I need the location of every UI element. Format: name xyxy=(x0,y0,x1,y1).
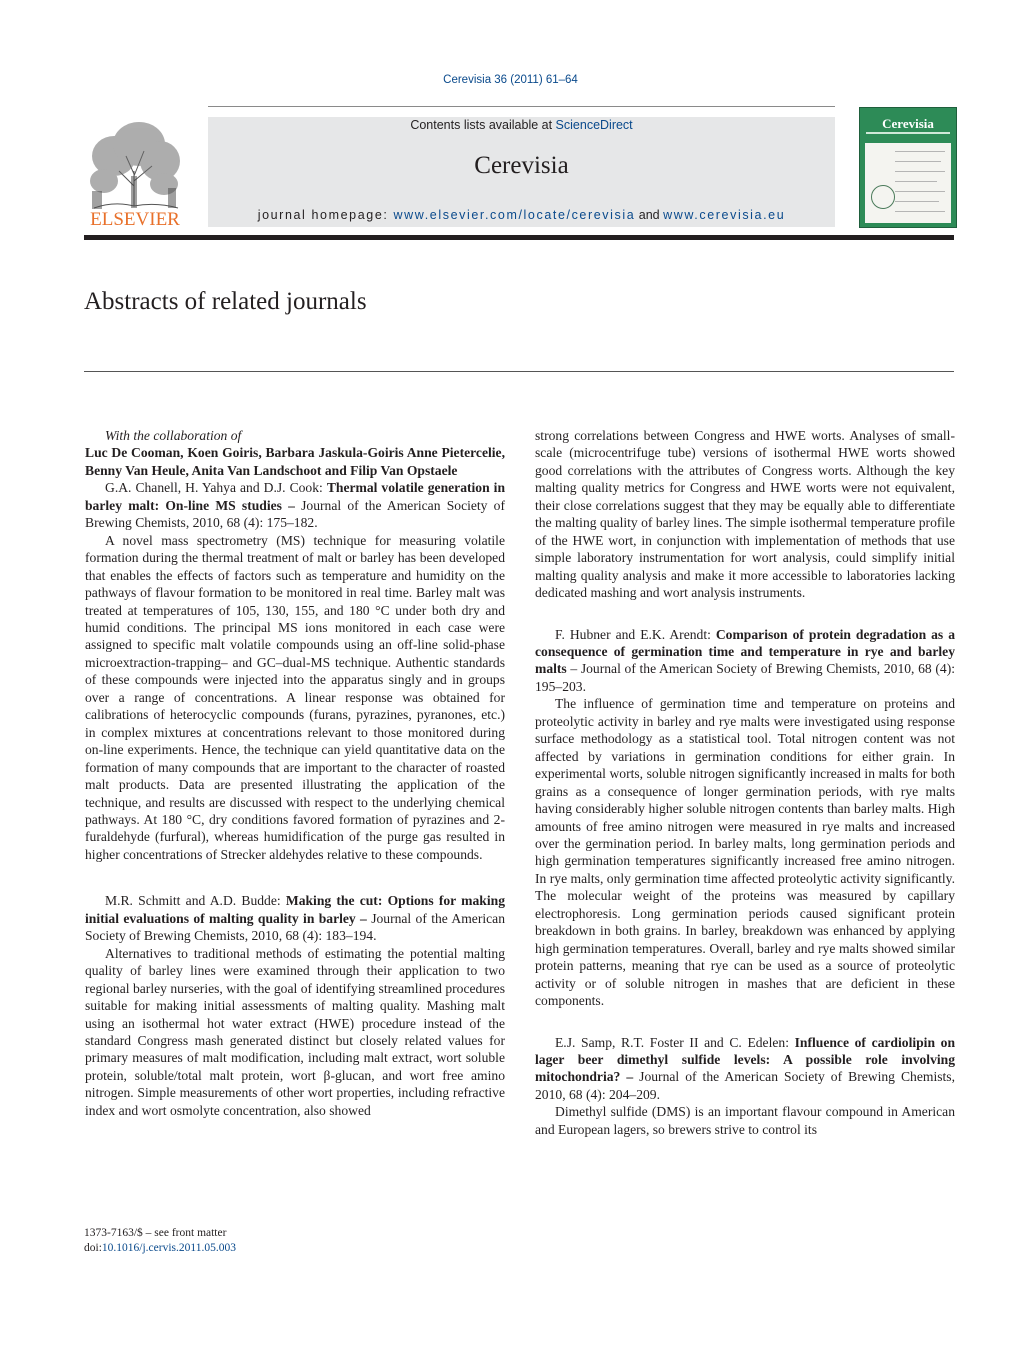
abstract-4-source: Journal of the American Society of Brewing Chemists, 2010, 68 (4): 204–209. xyxy=(535,1069,955,1102)
abstract-1-authors: G.A. Chanell, H. Yahya and D.J. Cook: xyxy=(105,480,327,496)
abstract-2-title: Making the cut: Options for making initial evaluations of malting quality in barley – xyxy=(85,893,505,926)
abstract-2-text: Alternatives to traditional methods of estimating the potential malting quality of barley lines were examined through their application to two regional barley nurseries, with the goal of identifying streamlined procedures suitable for making initial assessments of malting quality. Mashing malt using an isothermal hot water extract (HWE) procedure instead of the standard Congress mash generated distinct but closely related values for primary measures of malt modification, including malt extract, wort soluble protein, soluble/total malt protein, wort β-glucan, and wort free amino nitrogen. Simple measurements of other wort properties, including refractive index and wort osmolyte concentration, also showed xyxy=(85,945,505,1118)
cover-text-line xyxy=(895,171,945,172)
right-column xyxy=(535,427,955,1138)
section-rule xyxy=(84,371,954,372)
collab-authors: Luc De Cooman, Koen Goiris, Barbara Jaskula-Goiris Anne Pietercelie, Benny Van Heule, Anita Van Landschoot and Filip Van Opstaele xyxy=(85,445,505,478)
doi-link[interactable]: 10.1016/j.cervis.2011.05.003 xyxy=(101,1242,236,1254)
abstract-3-text: The influence of germination time and temperature on proteins and proteolytic activity in barley and rye malts were investigated using response surface methodology as a statistical tool. Total nitrogen content was not affected by variations in germination conditions for either grain. In experimental worts, soluble nitrogen significantly increased in malts for both grains as a consequence of longer germination periods, with rye malts having considerably higher soluble nitrogen contents than barley malts. High amounts of free amino nitrogen were measured in rye malts and increased over the germination period. In barley malts, long germination periods and high germination temperatures significantly increased free amino nitrogen. In rye malts, only germination time affected proteolytic activity significantly. The molecular weight of the proteins was measured by capillary electrophoresis. Long germination periods caused significant protein breakdown in both grains. In barley, breakdown was enhanced by applying high germination temperatures. Overall, barley and rye malts showed similar protein patterns, meaning that rye can be used as a source of proteolytic activity or of soluble nitrogen in mashes that are deficient in these components. xyxy=(535,696,955,1009)
cover-title: Cerevisia xyxy=(882,116,934,131)
cover-text-line xyxy=(895,191,945,192)
journal-cover[interactable] xyxy=(859,107,957,228)
abstract-4-citation xyxy=(535,1034,955,1104)
abstract-3-authors: F. Hubner and E.K. Arendt: xyxy=(555,626,716,642)
abstract-4-title: Influence of cardiolipin on lager beer dimethyl sulfide levels: A possible role involving mitochondria? – xyxy=(535,1034,956,1085)
abstract-4-text: Dimethyl sulfide (DMS) is an important flavour compound in American and European lagers, so brewers strive to control its xyxy=(535,1104,955,1137)
cover-text-line xyxy=(895,201,939,202)
abstract-2-citation xyxy=(85,892,505,944)
elsevier-logo xyxy=(84,116,186,228)
abstract-1-title: Thermal volatile generation in barley malt: On-line MS studies – xyxy=(85,480,506,513)
footer xyxy=(84,1226,236,1256)
journal-name: Cerevisia xyxy=(474,152,569,179)
abstract-3-source: – Journal of the American Society of Brewing Chemists, 2010, 68 (4): 195–203. xyxy=(535,661,955,694)
section-title: Abstracts of related journals xyxy=(84,288,367,315)
doi-line xyxy=(84,1241,236,1256)
homepage-link-cerevisia[interactable]: www.cerevisia.eu xyxy=(663,208,786,222)
abstract-1-source: Journal of the American Society of Brewing Chemists, 2010, 68 (4): 175–182. xyxy=(85,497,505,531)
abstract-2-text-continued: strong correlations between Congress and HWE worts. Analyses of small-scale (microcentrifuge tube) versions of isothermal HWE worts showed good correlations with the attributes of Congress worts. Although the key malting quality metrics for Congress and HWE worts were not equivalent, their close correlations suggest that they may be equally able to differentiate the malting quality of barley lines. The simple isothermal temperature profile of the HWE wort, in conjunction with implementation of methods that use simple laboratory instrumentation for wort analysis, could simplify initial malting quality analysis and make it more accessible to laboratories lacking dedicated mashing and wort analysis instruments. xyxy=(535,428,955,601)
homepage-line xyxy=(208,208,835,222)
elsevier-tree-icon xyxy=(84,116,186,228)
cover-panel xyxy=(865,143,951,223)
abstract-3-citation xyxy=(535,626,955,696)
cover-text-line xyxy=(895,181,937,182)
header-top-rule xyxy=(208,106,835,107)
abstract-3-title: Comparison of protein degradation as a consequence of germination time and temperature in rye and barley malts xyxy=(535,626,955,677)
collab-intro: With the collaboration of xyxy=(105,428,242,443)
abstract-2-source: Journal of the American Society of Brewing Chemists, 2010, 68 (4): 183–194. xyxy=(85,910,505,944)
cover-emblem-icon xyxy=(871,185,895,209)
homepage-and: and xyxy=(635,208,664,222)
homepage-link-elsevier[interactable]: www.elsevier.com/locate/cerevisia xyxy=(393,208,636,222)
doi-prefix: doi: xyxy=(84,1242,102,1254)
cover-text-line xyxy=(895,161,941,162)
publisher-wordmark: ELSEVIER xyxy=(90,209,180,228)
contents-prefix: Contents lists available at xyxy=(410,118,556,132)
citation-line xyxy=(0,74,1021,86)
cover-text-line xyxy=(895,151,945,152)
cover-subtitle-bar xyxy=(866,132,950,134)
header-bottom-rule xyxy=(84,235,954,240)
left-column xyxy=(85,427,505,1119)
citation-link[interactable]: Cerevisia 36 (2011) 61–64 xyxy=(443,74,578,86)
homepage-prefix: journal homepage: xyxy=(257,208,394,222)
abstract-1-citation xyxy=(85,479,505,531)
cover-text-line xyxy=(895,211,945,212)
contents-line xyxy=(208,118,835,132)
abstract-4-authors: E.J. Samp, R.T. Foster II and C. Edelen: xyxy=(555,1034,795,1050)
sciencedirect-link[interactable]: ScienceDirect xyxy=(555,118,633,132)
issn-line: 1373-7163/$ – see front matter xyxy=(84,1227,227,1239)
abstract-2-authors: M.R. Schmitt and A.D. Budde: xyxy=(105,893,286,909)
abstract-1-text: A novel mass spectrometry (MS) technique for measuring volatile formation during the thermal treatment of malt or barley has been developed that enables the effects of factors such as temperature and humidity on the pathways of flavour formation to be monitored in real time. Barley malt was treated at temperatures of 105, 130, 155, and 180 °C under both dry and humid conditions. The principal MS ions monitored in each case were assigned to specific malt volatile compounds using an off-line solid-phase microextraction-trapping– and GC–dual-MS technique. Authentic standards of these compounds were injected into the apparatus singly and in groups over a range of concentrations. A linear response was obtained for calibrations of heterocyclic compounds (furans, pyrazines, pyranones, etc.) in complex mixtures at concentrations relevant to those monitored during on-line experiments. Hence, the technique can yield quantitative data on the formation of many compounds that are important to the character of roasted malt products. Data are presented illustrating the application of the technique, and results are discussed with respect to the underlying chemical pathways. At 180 °C, dry conditions favored formation of pyrazines and 2-furaldehyde (furfural), whereas humidification of the purge gas resulted in higher concentrations of Strecker aldehydes relative to these compounds. xyxy=(85,532,505,862)
